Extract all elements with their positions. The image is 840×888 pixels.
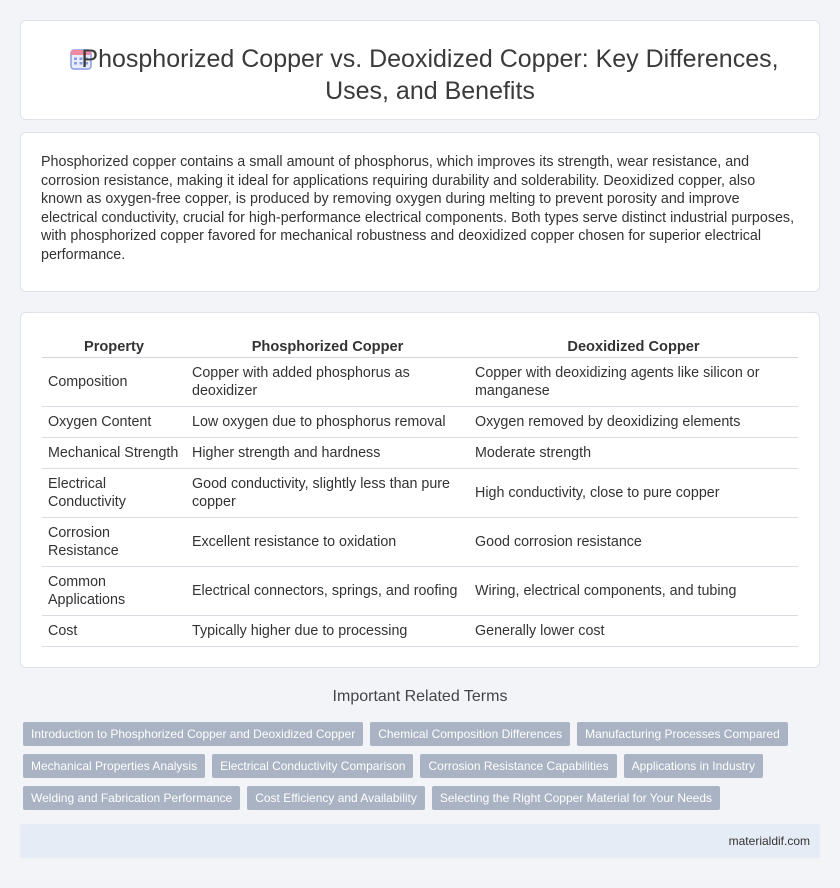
- table-row: [42, 406, 798, 437]
- table-cell: Corrosion Resistance: [42, 517, 186, 566]
- table-cell: Copper with deoxidizing agents like silicon or manganese: [469, 357, 798, 406]
- comparison-table-card: [20, 312, 820, 668]
- related-term-tag[interactable]: Electrical Conductivity Comparison: [212, 754, 413, 778]
- table-cell: Generally lower cost: [469, 615, 798, 646]
- comparison-table: [42, 333, 798, 647]
- table-cell: Wiring, electrical components, and tubing: [469, 566, 798, 615]
- table-cell: High conductivity, close to pure copper: [469, 468, 798, 517]
- table-cell: Good corrosion resistance: [469, 517, 798, 566]
- related-term-tag[interactable]: Introduction to Phosphorized Copper and Deoxidized Copper: [23, 722, 363, 746]
- related-term-tag[interactable]: Selecting the Right Copper Material for Your Needs: [432, 786, 720, 810]
- table-cell: Electrical connectors, springs, and roofing: [186, 566, 469, 615]
- tag-row: [23, 786, 813, 810]
- related-term-tag[interactable]: Manufacturing Processes Compared: [577, 722, 788, 746]
- tag-row: [23, 754, 813, 778]
- table-cell: Cost: [42, 615, 186, 646]
- table-row: [42, 517, 798, 566]
- column-header: Property: [42, 333, 186, 357]
- related-terms-heading: Important Related Terms: [332, 688, 508, 705]
- intro-card: [20, 132, 820, 292]
- table-cell: Oxygen removed by deoxidizing elements: [469, 406, 798, 437]
- table-row: [42, 437, 798, 468]
- table-row: [42, 468, 798, 517]
- table-cell: Moderate strength: [469, 437, 798, 468]
- related-term-tag[interactable]: Applications in Industry: [624, 754, 763, 778]
- table-row: [42, 357, 798, 406]
- table-cell: Common Applications: [42, 566, 186, 615]
- table-row: [42, 566, 798, 615]
- table-cell: Higher strength and hardness: [186, 437, 469, 468]
- table-cell: Mechanical Strength: [42, 437, 186, 468]
- column-header: Phosphorized Copper: [186, 333, 469, 357]
- table-cell: Composition: [42, 357, 186, 406]
- related-term-tag[interactable]: Chemical Composition Differences: [370, 722, 570, 746]
- table-cell: Oxygen Content: [42, 406, 186, 437]
- table-row: [42, 615, 798, 646]
- tag-row: [23, 722, 813, 746]
- column-header: Deoxidized Copper: [469, 333, 798, 357]
- related-term-tag[interactable]: Welding and Fabrication Performance: [23, 786, 240, 810]
- page-title: Phosphorized Copper vs. Deoxidized Copper: Key Differences, Uses, and Benefits: [81, 45, 779, 105]
- table-cell: Electrical Conductivity: [42, 468, 186, 517]
- table-cell: Typically higher due to processing: [186, 615, 469, 646]
- table-header-row: [42, 333, 798, 357]
- header-card: [20, 20, 820, 120]
- table-cell: Good conductivity, slightly less than pure copper: [186, 468, 469, 517]
- footer-bar: [20, 824, 820, 858]
- site-name[interactable]: materialdif.com: [728, 834, 810, 848]
- table-cell: Low oxygen due to phosphorus removal: [186, 406, 469, 437]
- table-cell: Copper with added phosphorus as deoxidizer: [186, 357, 469, 406]
- intro-paragraph: Phosphorized copper contains a small amount of phosphorus, which improves its strength, wear resistance, and corrosion resistance, making it ideal for applications requiring durability and solderability. Deoxidized copper, also known as oxygen-free copper, is produced by removing oxygen during melting to prevent porosity and improve electrical conductivity, crucial for high-performance electrical components. Both types serve distinct industrial purposes, with phosphorized copper favored for mechanical robustness and deoxidized copper chosen for superior electrical performance.: [41, 154, 795, 263]
- related-term-tag[interactable]: Mechanical Properties Analysis: [23, 754, 205, 778]
- related-terms-list: [23, 722, 813, 818]
- related-term-tag[interactable]: Cost Efficiency and Availability: [247, 786, 425, 810]
- related-term-tag[interactable]: Corrosion Resistance Capabilities: [420, 754, 616, 778]
- table-cell: Excellent resistance to oxidation: [186, 517, 469, 566]
